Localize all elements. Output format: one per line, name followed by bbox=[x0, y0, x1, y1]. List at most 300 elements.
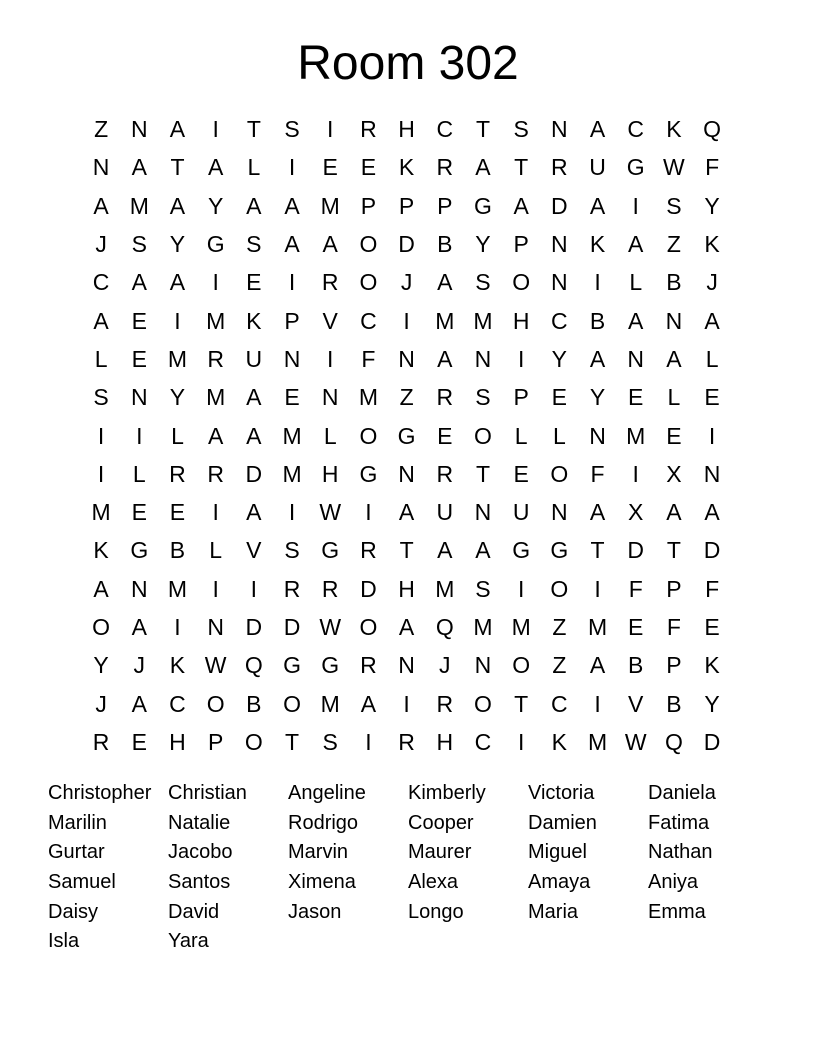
grid-letter: A bbox=[704, 307, 720, 334]
grid-letter: G bbox=[550, 537, 569, 564]
grid-letter: A bbox=[475, 537, 491, 564]
grid-letter: P bbox=[207, 728, 224, 755]
grid-letter: O bbox=[474, 422, 492, 449]
grid-letter: O bbox=[359, 269, 378, 296]
grid-letter: I bbox=[174, 614, 181, 640]
grid-letter: O bbox=[283, 690, 301, 717]
grid-letter: J bbox=[95, 690, 107, 717]
grid-letter: J bbox=[400, 269, 413, 296]
grid-letter: I bbox=[365, 499, 372, 526]
grid-letter: I bbox=[327, 345, 334, 372]
grid-letter: I bbox=[517, 575, 525, 602]
grid-letter: L bbox=[514, 422, 528, 449]
grid-letter: N bbox=[283, 345, 301, 372]
word-list-item: Alexa bbox=[408, 871, 459, 894]
grid-letter: M bbox=[587, 614, 608, 640]
grid-letter: S bbox=[131, 231, 147, 258]
grid-letter: A bbox=[131, 269, 147, 296]
grid-letter: N bbox=[551, 116, 568, 143]
grid-letter: J bbox=[133, 652, 146, 679]
word-list-item: Angeline bbox=[288, 782, 366, 804]
grid-letter: G bbox=[359, 460, 378, 487]
grid-letter: E bbox=[246, 269, 262, 296]
word-list-item: Marvin bbox=[288, 841, 349, 864]
grid-row bbox=[82, 723, 732, 761]
grid-letter: Y bbox=[475, 231, 491, 258]
grid-letter: L bbox=[209, 537, 223, 564]
grid-letter: S bbox=[666, 192, 682, 219]
grid-letter: R bbox=[92, 728, 110, 755]
grid-letter: E bbox=[131, 345, 147, 372]
grid-letter: A bbox=[398, 499, 415, 526]
grid-letter: E bbox=[666, 422, 682, 449]
grid-letter: W bbox=[663, 154, 685, 181]
grid-letter: A bbox=[207, 422, 224, 449]
grid-letter: I bbox=[632, 460, 639, 487]
grid-letter: C bbox=[627, 116, 645, 143]
grid-letter: G bbox=[474, 192, 492, 219]
grid-letter: R bbox=[207, 460, 224, 487]
grid-letter: T bbox=[246, 116, 261, 143]
grid-letter: L bbox=[667, 384, 681, 411]
grid-row bbox=[82, 570, 732, 608]
grid-letter: B bbox=[589, 307, 606, 334]
grid-letter: M bbox=[167, 575, 188, 602]
grid-letter: S bbox=[322, 728, 338, 755]
grid-letter: Y bbox=[589, 384, 606, 411]
grid-letter: N bbox=[398, 345, 415, 372]
grid-letter: N bbox=[130, 116, 148, 143]
grid-letter: M bbox=[587, 728, 608, 755]
grid-letter: W bbox=[204, 652, 227, 679]
grid-row bbox=[82, 684, 732, 722]
grid-letter: N bbox=[130, 384, 148, 411]
grid-row bbox=[82, 531, 732, 569]
grid-letter: F bbox=[666, 614, 681, 640]
grid-letter: M bbox=[626, 422, 646, 449]
grid-letter: R bbox=[360, 652, 377, 679]
grid-letter: J bbox=[439, 652, 451, 679]
grid-letter: A bbox=[475, 154, 491, 181]
grid-letter: R bbox=[321, 575, 339, 602]
grid-letter: M bbox=[320, 192, 340, 219]
grid-letter: L bbox=[552, 422, 566, 449]
grid-letter: U bbox=[512, 499, 530, 526]
grid-letter: K bbox=[704, 231, 720, 258]
grid-letter: K bbox=[246, 307, 262, 334]
grid-letter: A bbox=[169, 192, 186, 219]
grid-letter: A bbox=[589, 652, 606, 679]
grid-letter: G bbox=[321, 537, 340, 564]
grid-letter: O bbox=[359, 422, 378, 449]
grid-letter: X bbox=[628, 499, 644, 526]
grid-letter: E bbox=[284, 384, 300, 411]
grid-letter: E bbox=[360, 154, 377, 181]
grid-letter: G bbox=[512, 537, 531, 564]
grid-letter: Z bbox=[552, 614, 567, 640]
grid-letter: G bbox=[626, 154, 645, 181]
grid-letter: Y bbox=[551, 345, 568, 372]
word-list-item: Jacobo bbox=[168, 841, 233, 864]
grid-letter: M bbox=[282, 460, 302, 487]
grid-letter: P bbox=[513, 231, 529, 258]
grid-letter: N bbox=[474, 345, 492, 372]
grid-letter: P bbox=[437, 192, 453, 219]
grid-letter: D bbox=[283, 614, 301, 640]
grid-letter: I bbox=[136, 422, 143, 449]
word-list-item: Aniya bbox=[648, 871, 699, 894]
grid-letter: O bbox=[474, 690, 492, 717]
word-list-item: Yara bbox=[168, 930, 209, 953]
grid-letter: L bbox=[132, 460, 146, 487]
grid-letter: L bbox=[247, 154, 261, 181]
grid-row bbox=[82, 608, 732, 646]
word-list-item: Natalie bbox=[168, 811, 231, 834]
grid-letter: N bbox=[474, 652, 492, 679]
word-list-item: Maria bbox=[528, 900, 579, 923]
grid-letter: M bbox=[167, 345, 188, 372]
grid-row bbox=[82, 225, 732, 263]
grid-letter: F bbox=[361, 345, 376, 372]
grid-letter: O bbox=[550, 460, 569, 487]
word-list-item: Kimberly bbox=[408, 782, 486, 804]
grid-letter: A bbox=[589, 345, 606, 372]
grid-letter: C bbox=[551, 307, 568, 334]
grid-row bbox=[82, 646, 732, 684]
grid-letter: R bbox=[436, 384, 454, 411]
grid-letter: D bbox=[551, 192, 568, 219]
grid-letter: M bbox=[91, 499, 111, 526]
word-list bbox=[48, 778, 788, 956]
grid-letter: Z bbox=[552, 652, 567, 679]
grid-letter: I bbox=[288, 269, 296, 296]
grid-letter: Q bbox=[703, 116, 722, 143]
grid-row bbox=[82, 263, 732, 301]
grid-letter: R bbox=[436, 154, 454, 181]
grid-letter: Z bbox=[399, 384, 414, 411]
grid-letter: I bbox=[212, 575, 219, 602]
grid-letter: M bbox=[473, 307, 493, 334]
grid-letter: N bbox=[551, 269, 568, 296]
grid-letter: T bbox=[475, 460, 490, 487]
grid-letter: H bbox=[398, 575, 415, 602]
grid-letter: T bbox=[285, 728, 300, 755]
grid-letter: Z bbox=[666, 231, 681, 258]
grid-letter: E bbox=[628, 384, 644, 411]
letter-grid bbox=[82, 110, 732, 761]
grid-letter: A bbox=[169, 116, 186, 143]
word-list-item: Maurer bbox=[408, 841, 472, 864]
grid-letter: E bbox=[704, 384, 720, 411]
grid-letter: M bbox=[435, 307, 455, 334]
grid-letter: N bbox=[207, 614, 224, 640]
grid-letter: N bbox=[665, 307, 683, 334]
word-list-item: Isla bbox=[48, 930, 80, 953]
grid-letter: V bbox=[628, 690, 644, 717]
grid-letter: E bbox=[704, 614, 720, 640]
grid-letter: A bbox=[437, 269, 453, 296]
grid-letter: N bbox=[474, 499, 492, 526]
grid-letter: V bbox=[322, 307, 338, 334]
word-list-item: Marilin bbox=[48, 811, 107, 834]
grid-letter: W bbox=[319, 614, 342, 640]
grid-letter: K bbox=[551, 728, 568, 755]
grid-letter: L bbox=[629, 269, 643, 296]
grid-letter: S bbox=[93, 384, 109, 411]
grid-letter: E bbox=[628, 614, 644, 640]
grid-letter: L bbox=[171, 422, 184, 449]
word-list-item: Daisy bbox=[48, 900, 99, 923]
grid-letter: A bbox=[131, 614, 147, 640]
grid-letter: A bbox=[628, 307, 644, 334]
grid-row bbox=[82, 187, 732, 225]
grid-row bbox=[82, 416, 732, 454]
word-list-item: Miguel bbox=[528, 841, 587, 864]
grid-letter: I bbox=[708, 422, 716, 449]
grid-letter: D bbox=[627, 537, 645, 564]
grid-letter: N bbox=[627, 345, 645, 372]
grid-letter: O bbox=[244, 728, 263, 755]
grid-letter: A bbox=[246, 499, 262, 526]
grid-letter: D bbox=[360, 575, 377, 602]
grid-letter: A bbox=[93, 192, 109, 219]
grid-letter: G bbox=[130, 537, 149, 564]
grid-letter: C bbox=[169, 690, 186, 717]
grid-letter: A bbox=[131, 690, 147, 717]
grid-letter: V bbox=[246, 537, 262, 564]
grid-letter: F bbox=[705, 575, 720, 602]
grid-letter: E bbox=[437, 422, 453, 449]
word-list-item: Gurtar bbox=[48, 841, 105, 864]
grid-letter: D bbox=[398, 231, 415, 258]
grid-letter: W bbox=[624, 728, 647, 755]
grid-letter: D bbox=[245, 460, 263, 487]
grid-letter: S bbox=[246, 231, 262, 258]
word-list-item: Jason bbox=[288, 900, 342, 923]
grid-letter: E bbox=[169, 499, 186, 526]
word-list-item: Rodrigo bbox=[288, 811, 359, 834]
grid-letter: P bbox=[398, 192, 415, 219]
grid-letter: E bbox=[513, 460, 529, 487]
grid-letter: I bbox=[365, 728, 372, 755]
grid-letter: A bbox=[284, 231, 300, 258]
grid-letter: F bbox=[590, 460, 605, 487]
grid-letter: Y bbox=[93, 652, 109, 679]
grid-row bbox=[82, 493, 732, 531]
word-list-item: Amaya bbox=[528, 871, 591, 894]
grid-letter: Q bbox=[664, 728, 683, 755]
grid-letter: T bbox=[514, 690, 529, 717]
word-list-item: Santos bbox=[168, 871, 231, 894]
grid-letter: C bbox=[551, 690, 568, 717]
grid-letter: I bbox=[212, 116, 219, 143]
grid-letter: A bbox=[704, 499, 720, 526]
grid-letter: R bbox=[360, 116, 377, 143]
word-list-item: Cooper bbox=[408, 811, 474, 834]
grid-letter: M bbox=[320, 690, 340, 717]
grid-letter: A bbox=[246, 422, 262, 449]
word-list-item: Fatima bbox=[648, 811, 710, 834]
grid-letter: I bbox=[212, 269, 219, 296]
grid-letter: L bbox=[323, 422, 337, 449]
grid-letter: M bbox=[206, 307, 226, 334]
grid-letter: P bbox=[360, 192, 377, 219]
grid-letter: Q bbox=[244, 652, 263, 679]
grid-letter: Q bbox=[435, 614, 454, 640]
grid-letter: I bbox=[632, 192, 639, 219]
word-list-item: Christopher bbox=[48, 782, 152, 804]
grid-letter: N bbox=[130, 575, 148, 602]
grid-letter: K bbox=[704, 652, 720, 679]
grid-letter: G bbox=[397, 422, 416, 449]
page-title: Room 302 bbox=[297, 37, 519, 90]
word-list-item: Victoria bbox=[528, 782, 595, 804]
grid-letter: A bbox=[169, 269, 186, 296]
grid-letter: R bbox=[207, 345, 224, 372]
grid-letter: N bbox=[321, 384, 339, 411]
grid-row bbox=[82, 301, 732, 339]
grid-letter: T bbox=[399, 537, 414, 564]
grid-letter: O bbox=[550, 575, 569, 602]
grid-letter: R bbox=[321, 269, 339, 296]
grid-letter: L bbox=[94, 345, 108, 372]
grid-letter: I bbox=[594, 575, 601, 602]
grid-letter: I bbox=[594, 269, 601, 296]
grid-letter: R bbox=[436, 690, 454, 717]
grid-letter: W bbox=[319, 499, 342, 526]
grid-letter: G bbox=[283, 652, 301, 679]
grid-letter: Z bbox=[94, 116, 109, 143]
grid-letter: K bbox=[398, 154, 415, 181]
grid-letter: M bbox=[435, 575, 455, 602]
grid-letter: J bbox=[706, 269, 718, 296]
grid-letter: A bbox=[628, 231, 644, 258]
grid-letter: B bbox=[169, 537, 186, 564]
grid-letter: R bbox=[436, 460, 454, 487]
grid-letter: N bbox=[703, 460, 721, 487]
grid-letter: O bbox=[92, 614, 111, 640]
word-list-item: David bbox=[168, 900, 220, 923]
grid-letter: M bbox=[358, 384, 378, 411]
grid-letter: C bbox=[474, 728, 492, 755]
grid-row bbox=[82, 340, 732, 378]
grid-letter: M bbox=[206, 384, 226, 411]
grid-letter: U bbox=[245, 345, 263, 372]
grid-letter: B bbox=[666, 690, 682, 717]
grid-letter: T bbox=[666, 537, 681, 564]
grid-letter: K bbox=[169, 652, 186, 679]
grid-letter: F bbox=[705, 154, 720, 181]
grid-letter: I bbox=[97, 422, 105, 449]
grid-letter: K bbox=[666, 116, 682, 143]
grid-letter: I bbox=[212, 499, 219, 526]
grid-row bbox=[82, 110, 732, 148]
grid-letter: D bbox=[703, 728, 721, 755]
grid-letter: O bbox=[206, 690, 225, 717]
grid-letter: H bbox=[512, 307, 530, 334]
grid-letter: J bbox=[95, 231, 107, 258]
grid-letter: S bbox=[475, 384, 491, 411]
word-list-item: Damien bbox=[528, 811, 597, 834]
grid-letter: B bbox=[437, 231, 453, 258]
grid-letter: F bbox=[628, 575, 643, 602]
grid-letter: T bbox=[475, 116, 490, 143]
grid-letter: D bbox=[703, 537, 721, 564]
grid-letter: A bbox=[398, 614, 415, 640]
grid-letter: I bbox=[403, 690, 410, 717]
grid-letter: H bbox=[169, 728, 186, 755]
word-list-item: Daniela bbox=[648, 782, 716, 804]
grid-letter: T bbox=[514, 154, 529, 181]
grid-letter: Y bbox=[169, 384, 186, 411]
grid-letter: A bbox=[93, 575, 109, 602]
grid-letter: D bbox=[245, 614, 263, 640]
grid-letter: P bbox=[666, 652, 682, 679]
grid-letter: Y bbox=[169, 231, 186, 258]
grid-letter: A bbox=[322, 231, 338, 258]
grid-letter: A bbox=[589, 499, 606, 526]
grid-letter: K bbox=[93, 537, 109, 564]
grid-letter: A bbox=[207, 154, 224, 181]
grid-letter: S bbox=[513, 116, 529, 143]
grid-letter: R bbox=[169, 460, 186, 487]
grid-letter: E bbox=[131, 728, 147, 755]
grid-letter: C bbox=[360, 307, 377, 334]
grid-letter: R bbox=[360, 537, 377, 564]
grid-letter: E bbox=[131, 307, 147, 334]
grid-letter: Y bbox=[704, 192, 720, 219]
grid-letter: B bbox=[246, 690, 262, 717]
grid-letter: E bbox=[322, 154, 338, 181]
grid-letter: Y bbox=[704, 690, 720, 717]
grid-letter: E bbox=[131, 499, 147, 526]
grid-letter: S bbox=[475, 575, 491, 602]
grid-row bbox=[82, 455, 732, 493]
grid-letter: R bbox=[551, 154, 568, 181]
grid-letter: O bbox=[512, 652, 531, 679]
grid-letter: A bbox=[246, 384, 262, 411]
grid-row bbox=[82, 148, 732, 186]
grid-letter: A bbox=[666, 345, 682, 372]
grid-letter: R bbox=[398, 728, 415, 755]
grid-letter: E bbox=[551, 384, 568, 411]
grid-letter: K bbox=[589, 231, 606, 258]
grid-letter: O bbox=[359, 231, 378, 258]
grid-letter: A bbox=[93, 307, 109, 334]
word-list-item: Longo bbox=[408, 900, 464, 923]
grid-letter: I bbox=[517, 345, 525, 372]
grid-letter: I bbox=[517, 728, 525, 755]
grid-letter: L bbox=[705, 345, 719, 372]
grid-letter: P bbox=[284, 307, 300, 334]
grid-letter: A bbox=[360, 690, 377, 717]
grid-letter: I bbox=[250, 575, 258, 602]
grid-letter: M bbox=[282, 422, 302, 449]
word-list-item: Ximena bbox=[288, 871, 356, 894]
grid-letter: A bbox=[437, 537, 453, 564]
grid-letter: B bbox=[628, 652, 644, 679]
grid-letter: A bbox=[131, 154, 147, 181]
grid-letter: N bbox=[92, 154, 110, 181]
grid-letter: S bbox=[284, 116, 300, 143]
grid-letter: I bbox=[327, 116, 334, 143]
grid-letter: I bbox=[97, 460, 105, 487]
grid-letter: A bbox=[666, 499, 682, 526]
grid-letter: N bbox=[551, 231, 568, 258]
grid-letter: A bbox=[589, 192, 606, 219]
word-list-item: Samuel bbox=[48, 871, 116, 894]
grid-letter: U bbox=[589, 154, 606, 181]
